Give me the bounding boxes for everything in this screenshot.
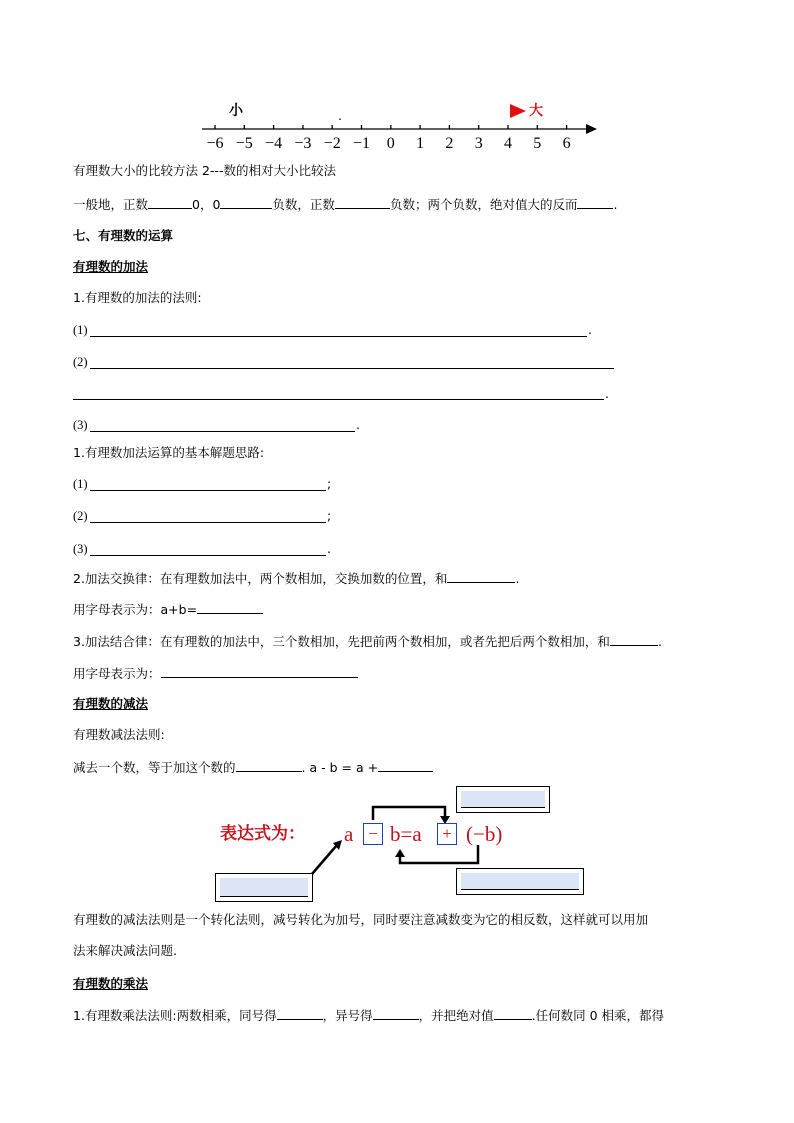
expression-neg-b: (−b) (466, 822, 503, 846)
subtraction-note-line-2: 法来解决减法问题. (73, 943, 177, 958)
rule-item-1: (1) (73, 323, 88, 337)
step-item-1: (1) (73, 477, 88, 491)
expression-label: 表达式为： (220, 824, 305, 844)
compare-title: 有理数大小的比较方法 2---数的相对大小比较法 (73, 163, 336, 178)
tick-label: 1 (416, 135, 425, 152)
period: . (356, 417, 360, 432)
associative-law: 3.加法结合律：在有理数的加法中，三个数相加，先把前两个数相加，或者先把后两个数相加，和 . (73, 634, 662, 649)
expression-a: a (344, 822, 354, 846)
tick-label: 4 (504, 135, 512, 152)
rule-item-2: (2) (73, 355, 88, 369)
small-label: 小 (229, 103, 243, 119)
number-line-dot: . (338, 108, 342, 123)
tick-label: 2 (445, 135, 454, 152)
blank[interactable] (277, 1007, 323, 1020)
subtraction-note-line-1: 有理数的减法法则是一个转化法则，减号转化为加号，同时要注意减数变为它的相反数，这样就可以用加 (73, 912, 649, 927)
tick-label: 0 (386, 135, 395, 152)
step-item-3: (3) (73, 542, 88, 556)
tick-label: 5 (533, 135, 542, 152)
subtraction-rule: 减去一个数，等于加这个数的 . a - b = a + (73, 759, 433, 776)
step-item-2: (2) (73, 509, 88, 523)
tick-label: 3 (474, 135, 483, 152)
plus-sign-box: + (437, 823, 457, 845)
tick-label: −6 (206, 135, 224, 152)
tick-label: −4 (265, 135, 283, 152)
multiplication-title: 有理数的乘法 (73, 976, 149, 991)
semicolon: ; (327, 476, 332, 491)
subtraction-rule-heading: 有理数减法法则: (73, 727, 165, 742)
compare-rule: 一般地，正数 0，0 负数，正数 负数；两个负数，绝对值大的反而 . (73, 197, 618, 212)
commutative-law: 2.加法交换律：在有理数加法中，两个数相加，交换加数的位置，和 . (73, 571, 520, 586)
associative-letters: 用字母表示为： (73, 665, 358, 682)
commutative-letters: 用字母表示为：a+b= (73, 601, 263, 618)
rule-item-3: (3) (73, 418, 88, 432)
blank[interactable] (494, 1007, 532, 1020)
tick-label: −1 (352, 135, 371, 152)
addition-steps-heading: 1.有理数加法运算的基本解题思路: (73, 445, 265, 460)
tick-label: −2 (323, 135, 341, 152)
period: . (605, 386, 609, 401)
period: . (327, 541, 331, 556)
blank[interactable] (373, 1007, 419, 1020)
period: . (588, 322, 592, 337)
tick-label: −5 (235, 135, 253, 152)
multiplication-rule: 1.有理数乘法法则:两数相乘，同号得 ，异号得 ，并把绝对值 .任何数同 0 相乘，都得 (73, 1008, 665, 1023)
addition-title: 有理数的加法 (73, 259, 149, 274)
tick-label: −3 (294, 135, 312, 152)
semicolon: ; (327, 508, 332, 523)
subtraction-title: 有理数的减法 (73, 696, 149, 711)
section-7-heading: 七、有理数的运算 (73, 228, 174, 243)
addition-rules-heading: 1.有理数的加法的法则: (73, 290, 202, 305)
tick-label: 6 (562, 135, 571, 152)
minus-sign-box: − (363, 823, 383, 845)
expression-b-equals-a: b=a (390, 822, 422, 846)
big-label: 大 (529, 103, 543, 119)
